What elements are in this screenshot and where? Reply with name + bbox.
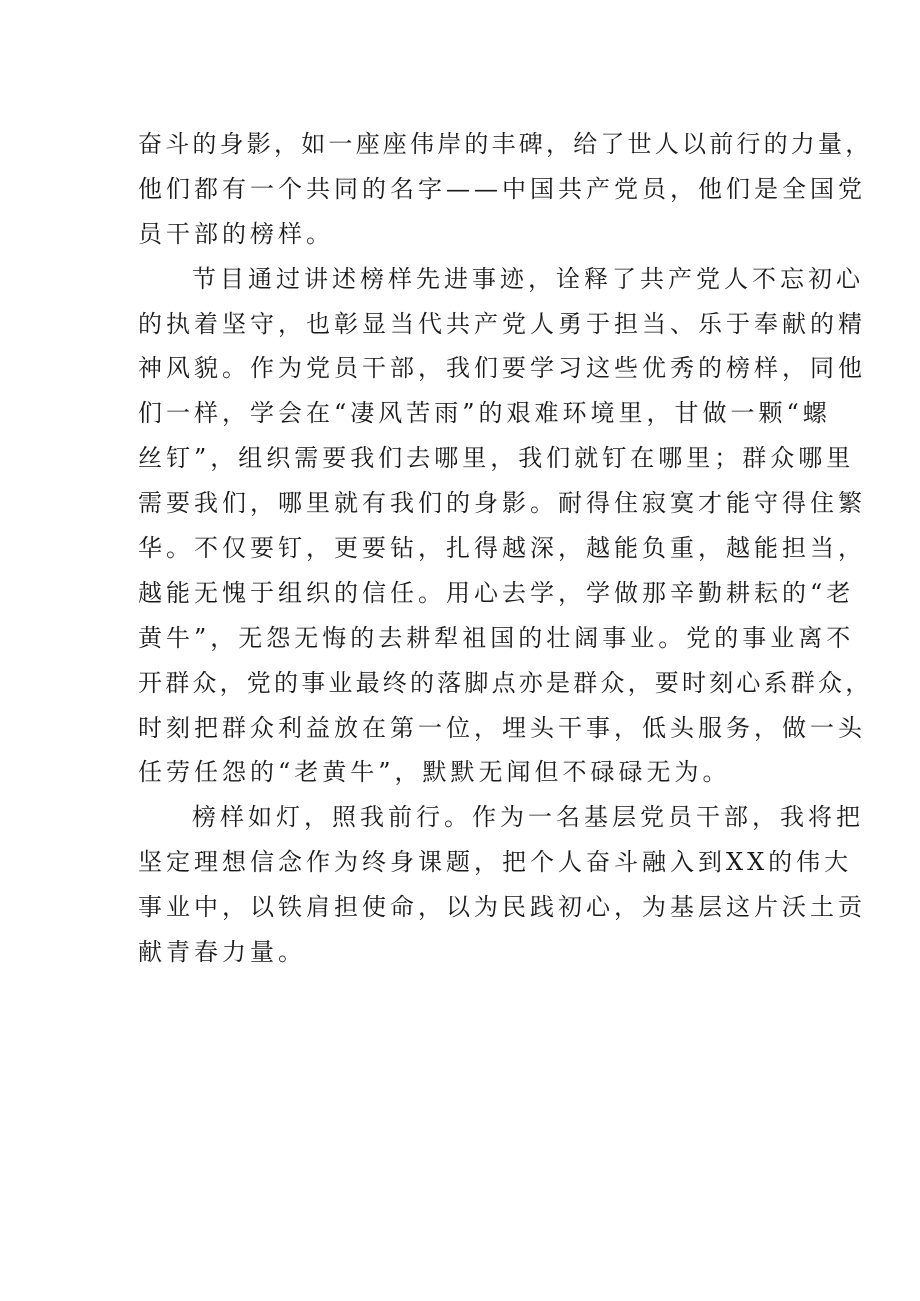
text-line: 开群众，党的事业最终的落脚点亦是群众，要时刻心系群众，: [138, 668, 873, 697]
document-body: [138, 122, 873, 975]
text-line: 丝钉”，组织需要我们去哪里，我们就钉在哪里；群众哪里: [138, 444, 855, 473]
text-line: 越能无愧于组织的信任。用心去学，学做那辛勤耕耘的“老: [138, 578, 855, 607]
text-line: 榜样如灯，照我前行。作为一名基层党员干部，我将把: [192, 803, 864, 832]
text-line: 他们都有一个共同的名字——中国共产党员，他们是全国党: [138, 174, 866, 203]
paragraph-2: [138, 257, 873, 796]
text-line: 华。不仅要钉，更要钻，扎得越深，越能负重，越能担当，: [138, 534, 866, 563]
text-line: 需要我们，哪里就有我们的身影。耐得住寂寞才能守得住繁: [138, 489, 866, 518]
text-line: 时刻把群众利益放在第一位，埋头干事，低头服务，做一头: [138, 713, 866, 742]
text-line: 节目通过讲述榜样先进事迹，诠释了共产党人不忘初心: [192, 264, 864, 293]
text-line: 任劳任怨的“老黄牛”，默默无闻但不碌碌无为。: [138, 758, 731, 787]
text-line: 献青春力量。: [138, 938, 306, 967]
text-line: 黄牛”，无怨无悔的去耕犁祖国的壮阔事业。党的事业离不: [138, 623, 855, 652]
paragraph-3: [138, 795, 866, 975]
text-line: 的执着坚守，也彰显当代共产党人勇于担当、乐于奉献的精: [138, 309, 866, 338]
text-line: 员干部的榜样。: [138, 219, 334, 248]
text-line: 神风貌。作为党员干部，我们要学习这些优秀的榜样，同他: [138, 354, 866, 383]
text-line: 事业中，以铁肩担使命，以为民践初心，为基层这片沃土贡: [138, 893, 866, 922]
text-line: 奋斗的身影，如一座座伟岸的丰碑，给了世人以前行的力量，: [138, 130, 873, 158]
text-line: 们一样，学会在“凄风苦雨”的艰难环境里，甘做一颗“螺: [138, 399, 831, 428]
text-line: 坚定理想信念作为终身课题，把个人奋斗融入到XX的伟大: [138, 848, 853, 877]
paragraph-1: [138, 122, 873, 257]
